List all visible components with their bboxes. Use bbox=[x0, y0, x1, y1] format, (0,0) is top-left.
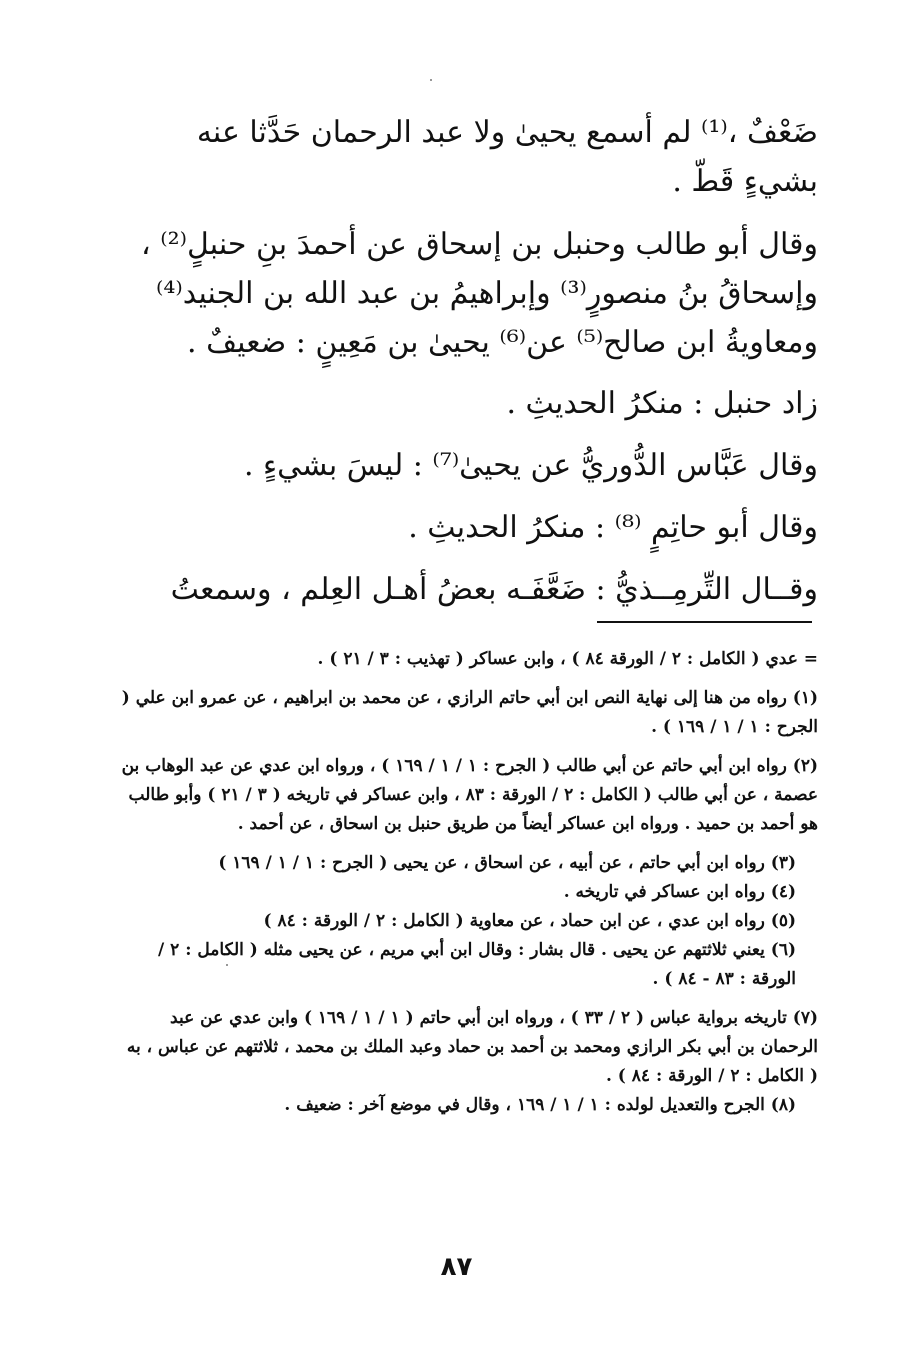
footnote-5: (٥) رواه ابن عدي ، عن ابن حماد ، عن معاوية ( الكامل : ٢ / الورقة : ٨٤ ) bbox=[263, 911, 796, 931]
page-number: ٨٧ bbox=[440, 1252, 473, 1282]
main-paragraph: ضَعْفٌ ،⁽¹⁾ لم أسمع يحيىٰ ولا عبد الرحمان حَدَّثا عنه بشيءٍ قَطّ . bbox=[196, 115, 818, 199]
footnote-7: (٧) تاريخه برواية عباس ( ٢ / ٣٣ ) ، ورواه ابن أبي حاتم ( ١ / ١ / ١٦٩ ) وابن عدي عن عبد الرحمان بن أبي بكر الرازي ومحمد بن أحمد بن حماد وعبد الملك بن محمد ، ثلاثتهم عن عباس ، به ( الكامل : ٢ / الورقة : ٨٤ ) . bbox=[126, 1008, 818, 1086]
footnote-divider bbox=[597, 621, 812, 623]
main-text bbox=[120, 108, 818, 615]
footnote-1: (١) رواه من هنا إلى نهاية النص ابن أبي حاتم الرازي ، عن محمد بن ابراهيم ، عن عمرو ابن علي ( الجرح : ١ / ١ / ١٦٩ ) . bbox=[121, 688, 818, 737]
main-line: وقــال التِّرمِــذيُّ : ضَعَّفَـه بعضُ أهـل العِلم ، وسمعتُ bbox=[170, 572, 818, 607]
footnote-6: (٦) يعني ثلاثتهم عن يحيى . قال بشار : وقال ابن أبي مريم ، عن يحيى مثله ( الكامل : ٢ / الورقة : ٨٣ - ٨٤ ) . bbox=[158, 940, 796, 989]
footnote-continuation: = عدي ( الكامل : ٢ / الورقة ٨٤ ) ، وابن عساكر ( تهذيب : ٣ / ٢١ ) . bbox=[317, 649, 818, 669]
footnote-8: (٨) الجرح والتعديل لولده : ١ / ١ / ١٦٩ ، وقال في موضع آخر : ضعيف . bbox=[284, 1095, 796, 1115]
footnote-4: (٤) رواه ابن عساكر في تاريخه . bbox=[563, 882, 796, 902]
main-paragraph: وقال أبو طالب وحنبل بن إسحاق عن أحمدَ بنِ حنبلٍ⁽²⁾ ، وإسحاقُ بنُ منصورٍ⁽³⁾ وإبراهيمُ بن عبد الله بن الجنيد⁽⁴⁾ ومعاويةُ ابن صالح⁽⁵⁾ عن⁽⁶⁾ يحيىٰ بن مَعِينٍ : ضعيفٌ . bbox=[141, 227, 818, 360]
print-speck bbox=[430, 79, 432, 81]
main-line: وقال عَبَّاس الدُّوريُّ عن يحيىٰ⁽⁷⁾ : ليسَ بشيءٍ . bbox=[243, 448, 818, 483]
main-line: وقال أبو حاتِمٍ ⁽⁸⁾ : منكرُ الحديثِ . bbox=[408, 510, 818, 545]
main-line: زاد حنبل : منكرُ الحديثِ . bbox=[506, 386, 818, 421]
footnotes bbox=[120, 645, 818, 1120]
footnote-2: (٢) رواه ابن أبي حاتم عن أبي طالب ( الجرح : ١ / ١ / ١٦٩ ) ، ورواه ابن عدي عن عبد الوهاب بن عصمة ، عن أبي طالب ( الكامل : ٢ / الورقة : ٨٣ ، وابن عساكر في تاريخه ( ٣ / ٢١ ) وأبو طالب هو أحمد بن حميد . ورواه ابن عساكر أيضاً من طريق حنبل بن اسحاق ، عن أحمد . bbox=[121, 756, 818, 834]
footnote-3: (٣) رواه ابن أبي حاتم ، عن أبيه ، عن اسحاق ، عن يحيى ( الجرح : ١ / ١ / ١٦٩ ) bbox=[218, 853, 796, 873]
